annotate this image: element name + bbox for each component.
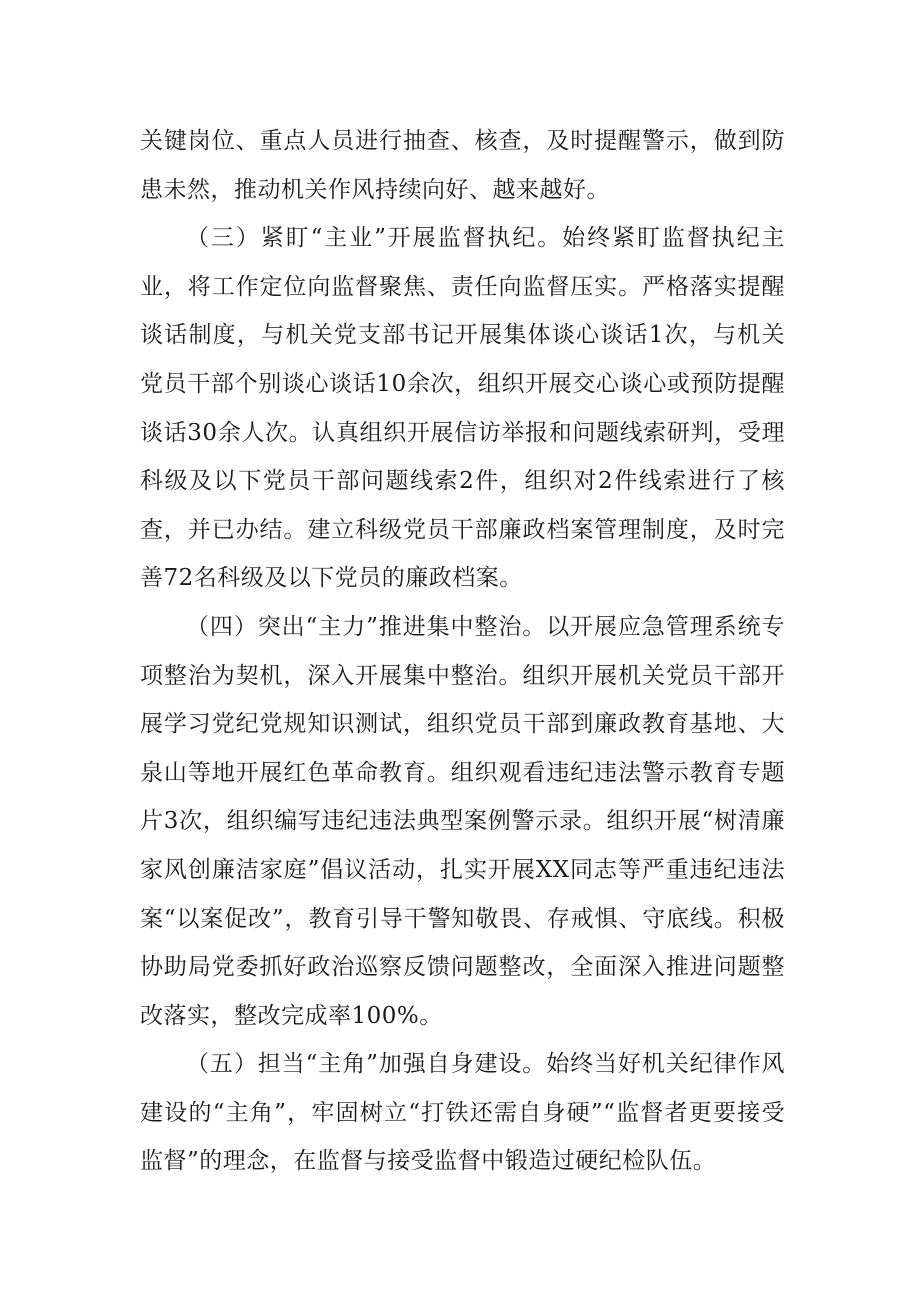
paragraph-section-5: （五）担当“主角”加强自身建设。始终当好机关纪律作风建设的“主角”，牢固树立“打铁还需自身硬”“监督者更要接受监督”的理念，在监督与接受监督中锻造过硬纪检队伍。 xyxy=(140,1051,785,1175)
document-body xyxy=(140,117,785,1186)
paragraph-section-3: （三）紧盯“主业”开展监督执纪。始终紧盯监督执纪主业，将工作定位向监督聚焦、责任向监督压实。严格落实提醒谈话制度，与机关党支部书记开展集体谈心谈话1次，与机关党员干部个别谈心谈话10余次，组织开展交心谈心或预防提醒谈话30余人次。认真组织开展信访举报和问题线索研判，受理科级及以下党员干部问题线索2件，组织对2件线索进行了核查，并已办结。建立科级党员干部廉政档案管理制度，及时完善72名科级及以下党员的廉政档案。 xyxy=(140,225,785,592)
paragraph-continuation: 关键岗位、重点人员进行抽查、核查，及时提醒警示，做到防患未然，推动机关作风持续向好、越来越好。 xyxy=(140,128,785,203)
paragraph-section-4: （四）突出“主力”推进集中整治。以开展应急管理系统专项整治为契机，深入开展集中整治。组织开展机关党员干部开展学习党纪党规知识测试，组织党员干部到廉政教育基地、大泉山等地开展红色革命教育。组织观看违纪违法警示教育专题片3次，组织编写违纪违法典型案例警示录。组织开展“树清廉家风创廉洁家庭”倡议活动，扎实开展XX同志等严重违纪违法案“以案促改”，教育引导干警知敬畏、存戒惧、守底线。积极协助局党委抓好政治巡察反馈问题整改，全面深入推进问题整改落实，整改完成率100%。 xyxy=(140,613,785,1029)
